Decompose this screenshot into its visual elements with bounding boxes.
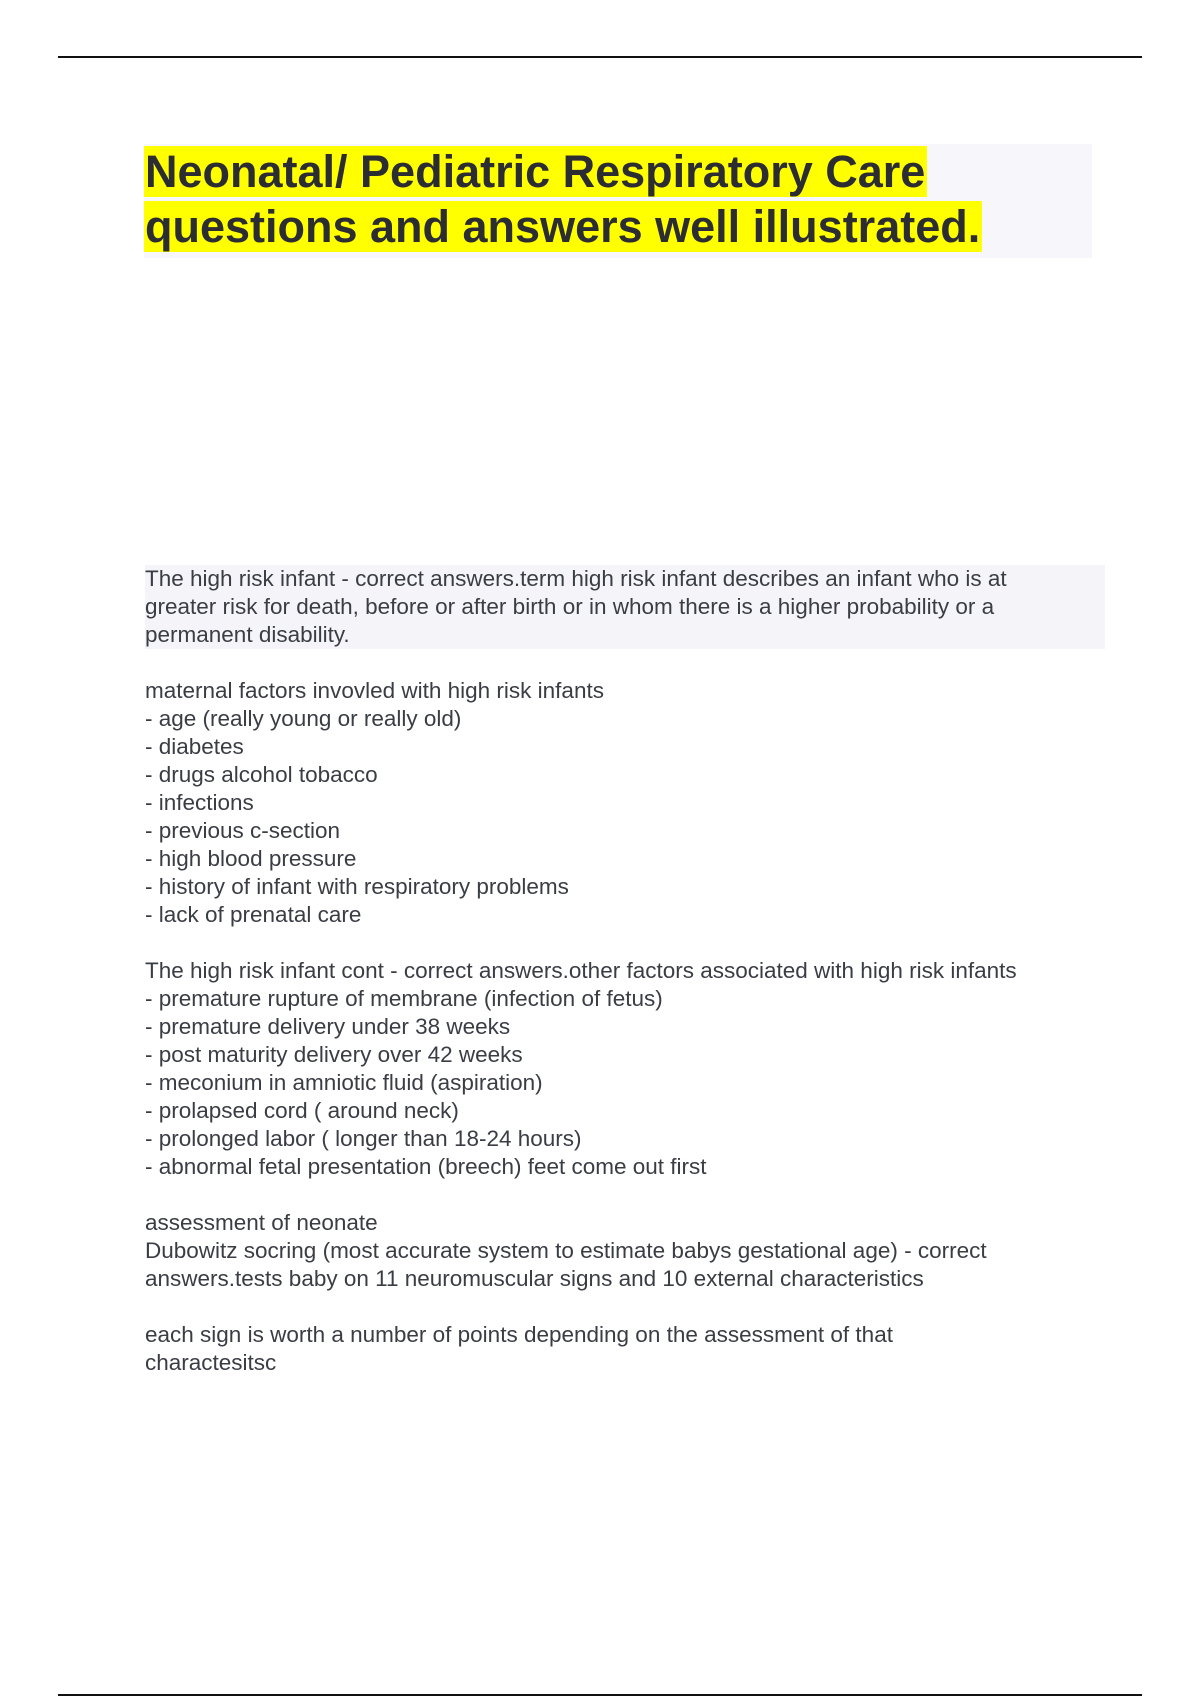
bottom-rule (58, 1694, 1142, 1696)
list-item: - prolapsed cord ( around neck) (145, 1098, 459, 1123)
text-line: maternal factors invovled with high risk infants (145, 678, 604, 703)
list-item: - infections (145, 790, 254, 815)
list-item: - high blood pressure (145, 846, 357, 871)
list-item: - drugs alcohol tobacco (145, 762, 378, 787)
list-item: - abnormal fetal presentation (breech) feet come out first (145, 1154, 707, 1179)
text-line: greater risk for death, before or after birth or in whom there is a higher probability or a (145, 594, 995, 619)
list-item: - diabetes (145, 734, 244, 759)
title-line: Neonatal/ Pediatric Respiratory Care (145, 146, 926, 197)
top-rule (58, 56, 1142, 58)
list-item: - meconium in amniotic fluid (aspiration) (145, 1070, 543, 1095)
paragraph-assessment-neonate (145, 1209, 1105, 1293)
list-item: - history of infant with respiratory problems (145, 874, 569, 899)
document-title-block (144, 144, 1092, 258)
text-line: each sign is worth a number of points depending on the assessment of that (145, 1322, 893, 1347)
list-item: - lack of prenatal care (145, 902, 362, 927)
text-line: The high risk infant cont - correct answers.other factors associated with high risk infants (145, 958, 1017, 983)
paragraph-other-factors (145, 957, 1105, 1181)
text-line: assessment of neonate (145, 1210, 378, 1235)
document-title (144, 144, 1092, 254)
text-line: charactesitsc (145, 1350, 277, 1375)
paragraph-maternal-factors (145, 677, 1105, 929)
document-body (145, 565, 1105, 1405)
title-line: questions and answers well illustrated. (145, 201, 981, 252)
list-item: - premature delivery under 38 weeks (145, 1014, 511, 1039)
text-line: Dubowitz socring (most accurate system to estimate babys gestational age) - correct (145, 1238, 987, 1263)
text-line: The high risk infant - correct answers.term high risk infant describes an infant who is at (145, 566, 1007, 591)
list-item: - prolonged labor ( longer than 18-24 hours) (145, 1126, 582, 1151)
text-line: answers.tests baby on 11 neuromuscular signs and 10 external characteristics (145, 1266, 924, 1291)
list-item: - post maturity delivery over 42 weeks (145, 1042, 523, 1067)
list-item: - previous c-section (145, 818, 341, 843)
text-line: permanent disability. (145, 622, 350, 647)
list-item: - age (really young or really old) (145, 706, 462, 731)
paragraph-high-risk-infant (145, 565, 1105, 649)
list-item: - premature rupture of membrane (infection of fetus) (145, 986, 663, 1011)
paragraph-sign-points (145, 1321, 1105, 1377)
